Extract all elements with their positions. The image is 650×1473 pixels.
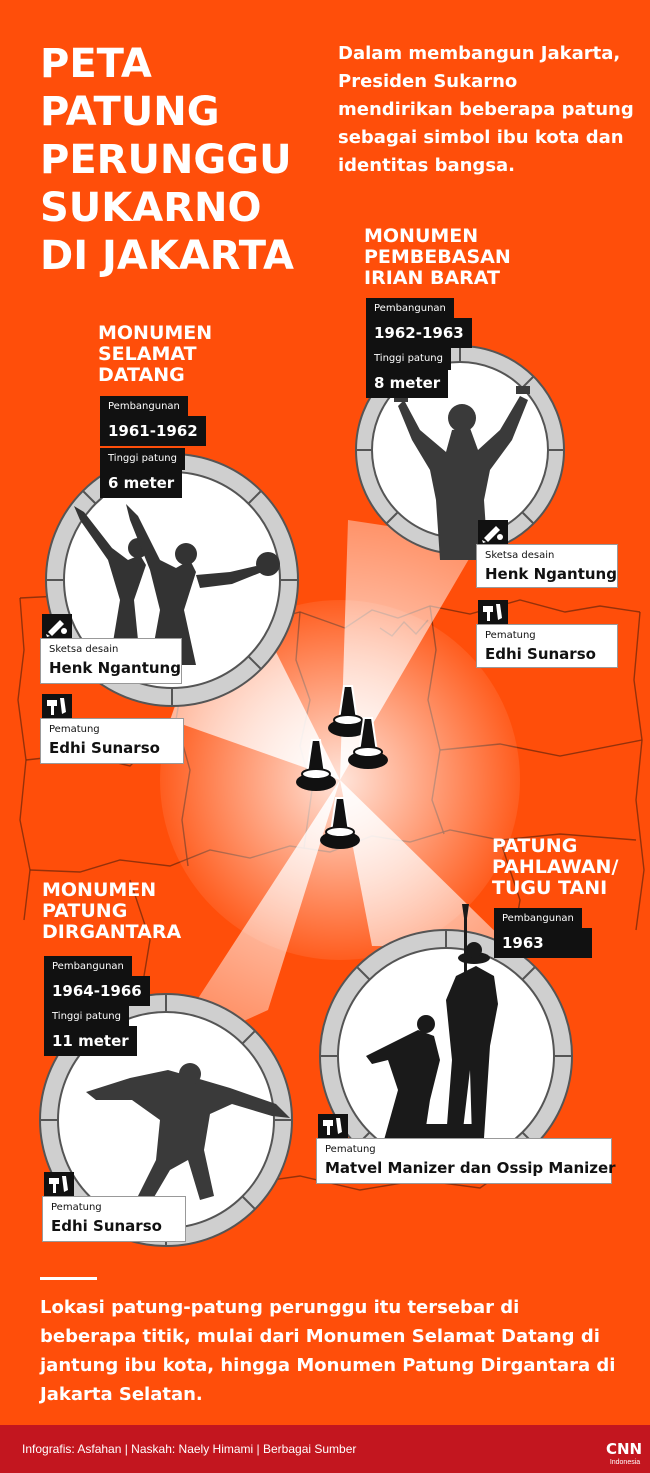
name-line: MONUMEN (42, 879, 157, 901)
sculptor-card (42, 1196, 186, 1242)
sculptor-label: Pematung (485, 630, 536, 641)
monument-name-selamat-datang (98, 323, 212, 386)
hammer-chisel-icon (44, 1172, 74, 1196)
sculptor-label: Pematung (325, 1144, 376, 1155)
design-value: Henk Ngantung (485, 565, 617, 583)
title-line: PATUNG (40, 89, 220, 135)
sculptor-value: Matvel Manizer dan Ossip Manizer (325, 1159, 616, 1177)
name-line: DATANG (98, 364, 185, 386)
title-line: PERUNGGU (40, 137, 292, 183)
name-line: TUGU TANI (492, 877, 608, 899)
pencil-hand-icon (478, 520, 508, 544)
height-value: 8 meter (366, 368, 448, 398)
monument-name-tugu-tani (492, 836, 618, 899)
height-label: Tinggi patung (100, 448, 185, 470)
design-card (476, 544, 618, 588)
sculptor-card (316, 1138, 616, 1184)
construction-value: 1963 (494, 928, 592, 958)
monument-name-irian-barat (364, 226, 511, 289)
construction-value: 1962-1963 (366, 318, 472, 348)
name-line: PAHLAWAN/ (492, 856, 619, 878)
sculptor-label: Pematung (49, 724, 100, 735)
construction-label: Pembangunan (366, 298, 454, 320)
sculptor-label: Pematung (51, 1202, 102, 1213)
design-label: Sketsa desain (485, 550, 555, 561)
construction-label: Pembangunan (100, 396, 188, 418)
name-line: MONUMEN (364, 225, 479, 247)
design-value: Henk Ngantung (49, 659, 181, 677)
intro-text: Dalam membangun Jakarta, Presiden Sukarno mendirikan beberapa patung sebagai simbol ibu kota dan identitas bangsa. (338, 43, 634, 176)
cnn-logo-subtext: Indonesia (609, 1459, 641, 1466)
title-line: SUKARNO (40, 185, 262, 231)
name-line: PATUNG (42, 900, 128, 922)
sculptor-card (40, 718, 184, 764)
hammer-chisel-icon (478, 600, 508, 624)
name-line: PEMBEBASAN (364, 246, 511, 268)
design-card (40, 638, 182, 684)
sculptor-value: Edhi Sunarso (49, 739, 160, 757)
closing-text: Lokasi patung-patung perunggu itu tersebar di beberapa titik, mulai dari Monumen Selamat Datang di jantung ibu kota, hingga Monumen Patung Dirgantara di Jakarta Selatan. (40, 1297, 616, 1405)
page-title (40, 40, 330, 280)
construction-value: 1964-1966 (44, 976, 150, 1006)
name-line: DIRGANTARA (42, 921, 182, 943)
pencil-hand-icon (42, 614, 72, 638)
sculptor-value: Edhi Sunarso (485, 645, 596, 663)
height-value: 6 meter (100, 468, 182, 498)
name-line: SELAMAT (98, 343, 197, 365)
footer-bar (0, 1425, 650, 1473)
construction-value: 1961-1962 (100, 416, 206, 446)
sculptor-card (476, 624, 618, 668)
hammer-chisel-icon (318, 1114, 348, 1138)
construction-label: Pembangunan (44, 956, 132, 978)
cnn-logo-text: CNN (605, 1440, 643, 1458)
divider (40, 1277, 97, 1280)
footer-credits: Infografis: Asfahan | Naskah: Naely Himami | Berbagai Sumber (22, 1442, 357, 1456)
height-label: Tinggi patung (44, 1006, 129, 1028)
title-line: DI JAKARTA (40, 233, 294, 279)
sculptor-value: Edhi Sunarso (51, 1217, 162, 1235)
name-line: IRIAN BARAT (364, 267, 500, 289)
hammer-chisel-icon (42, 694, 72, 718)
design-label: Sketsa desain (49, 644, 119, 655)
monument-name-dirgantara (42, 880, 181, 943)
height-label: Tinggi patung (366, 348, 451, 370)
name-line: MONUMEN (98, 322, 213, 344)
height-value: 11 meter (44, 1026, 137, 1056)
construction-label: Pembangunan (494, 908, 582, 930)
name-line: PATUNG (492, 835, 578, 857)
title-line: PETA (40, 41, 152, 87)
